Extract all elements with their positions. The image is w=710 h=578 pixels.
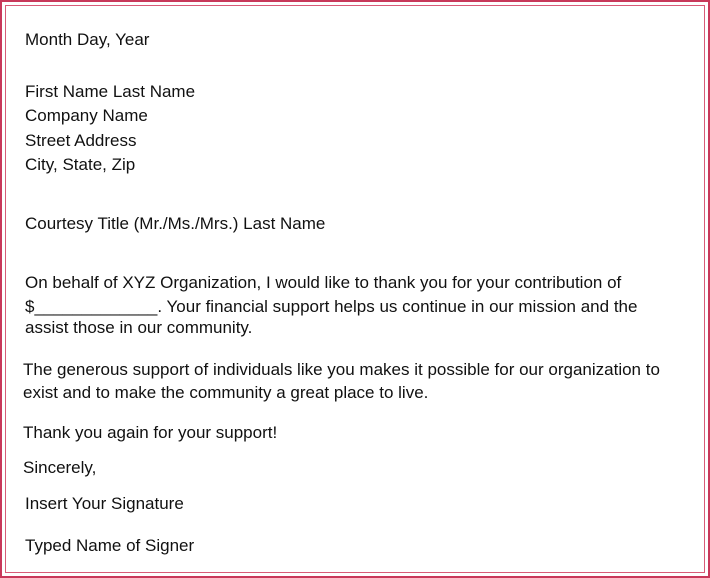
recipient-street: Street Address xyxy=(25,131,137,150)
typed-name-of-signer: Typed Name of Signer xyxy=(25,536,195,555)
paragraph-2-line-2: exist and to make the community a great place to live. xyxy=(23,383,429,402)
paragraph-1-line-1: On behalf of XYZ Organization, I would like to thank you for your contribution of xyxy=(25,273,622,292)
letter-date: Month Day, Year xyxy=(25,30,150,49)
signature-placeholder: Insert Your Signature xyxy=(25,494,184,513)
closing: Sincerely, xyxy=(23,458,97,477)
letter-page xyxy=(5,5,705,573)
recipient-city-state-zip: City, State, Zip xyxy=(25,155,136,174)
paragraph-1-line-2: $_____________. Your financial support helps us continue in our mission and the xyxy=(25,297,638,316)
paragraph-2-line-1: The generous support of individuals like you makes it possible for our organization to xyxy=(23,360,660,379)
salutation: Courtesy Title (Mr./Ms./Mrs.) Last Name xyxy=(25,214,326,233)
recipient-name: First Name Last Name xyxy=(25,82,196,101)
paragraph-1-line-3: assist those in our community. xyxy=(25,318,253,337)
thank-you-line: Thank you again for your support! xyxy=(23,423,278,442)
recipient-company: Company Name xyxy=(25,106,148,125)
